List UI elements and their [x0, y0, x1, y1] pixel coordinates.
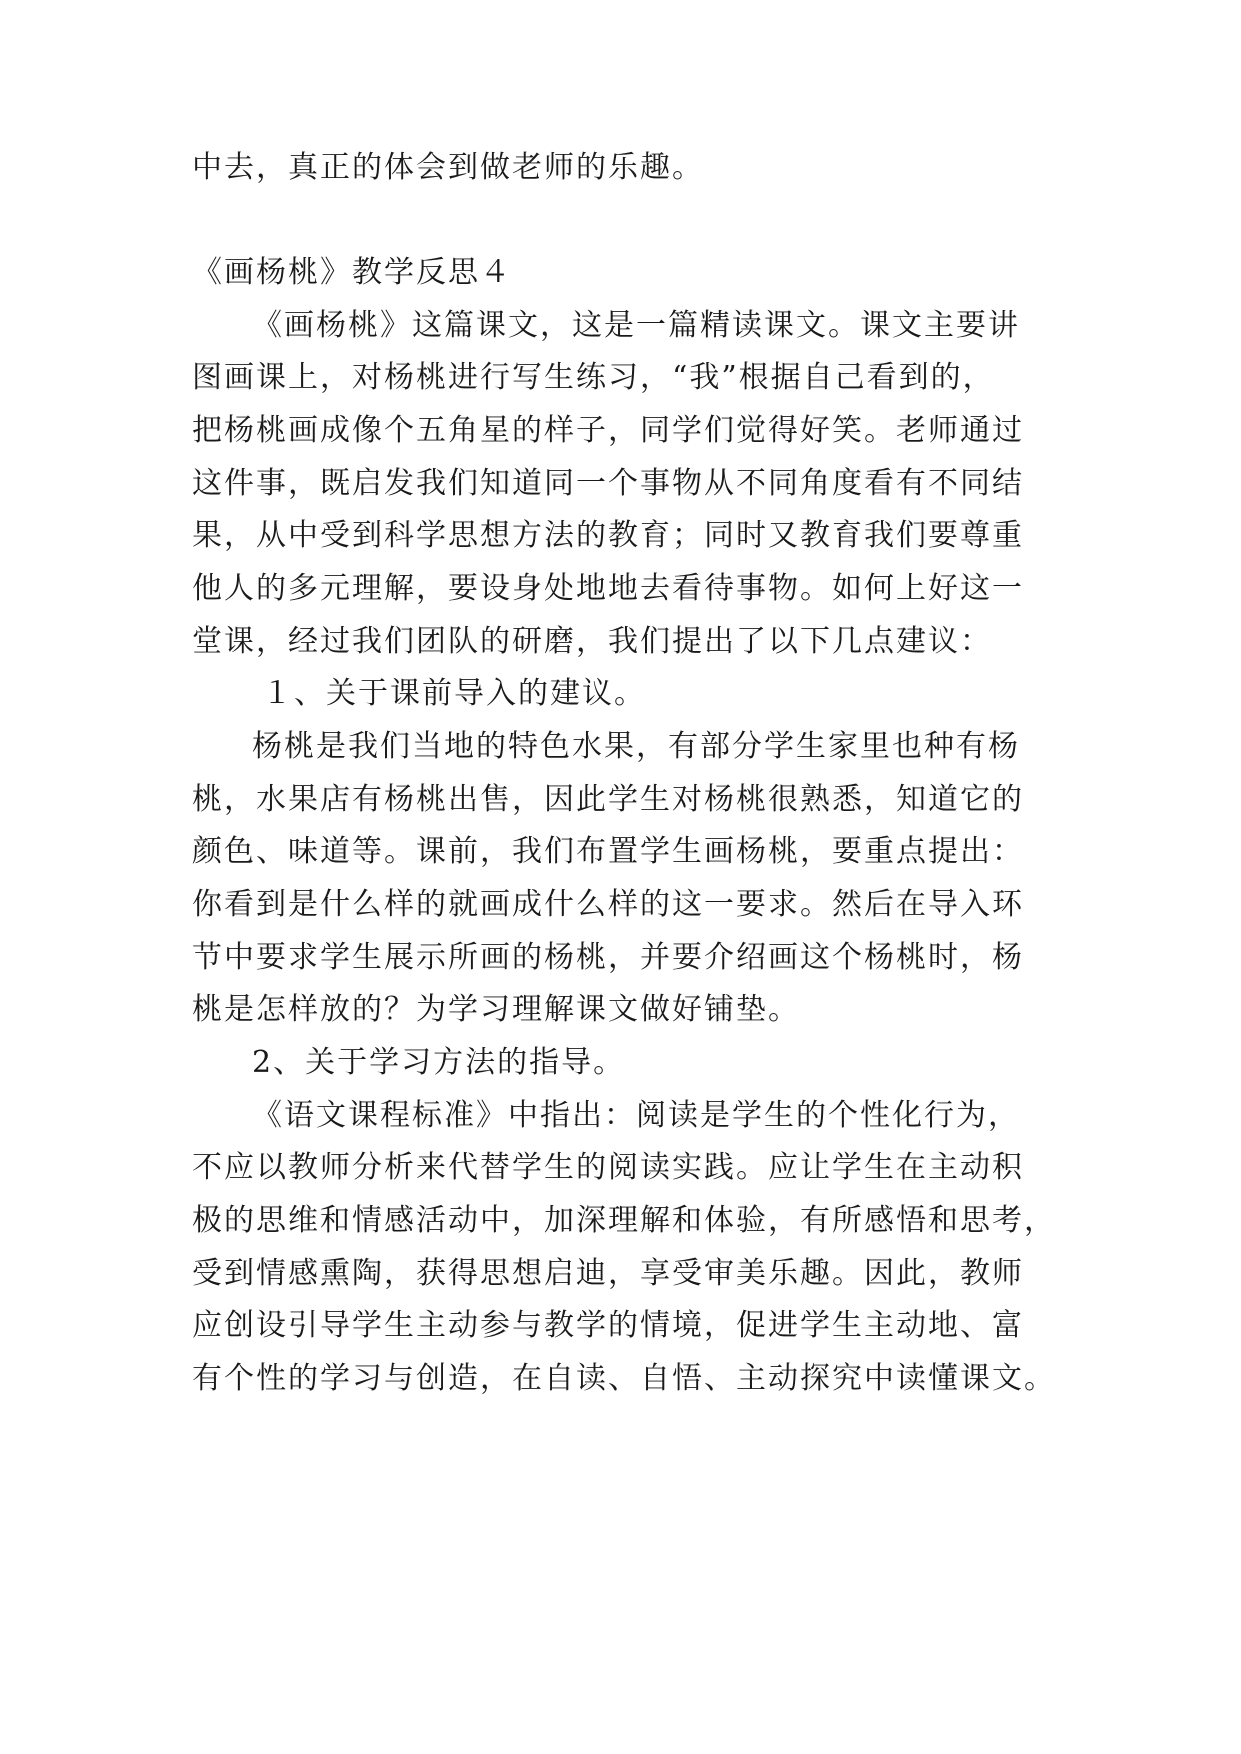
paragraph-line: 把杨桃画成像个五角星的样子，同学们觉得好笑。老师通过	[192, 413, 1024, 448]
paragraph-line: 果，从中受到科学思想方法的教育；同时又教育我们要尊重	[192, 518, 1024, 553]
paragraph-line: 他人的多元理解，要设身处地地去看待事物。如何上好这一	[192, 571, 1024, 606]
paragraph-line: 堂课，经过我们团队的研磨，我们提出了以下几点建议：	[192, 624, 992, 659]
paragraph-line: 中去，真正的体会到做老师的乐趣。	[192, 150, 704, 185]
paragraph-line: 桃是怎样放的？为学习理解课文做好铺垫。	[192, 992, 800, 1027]
paragraph-line: 不应以教师分析来代替学生的阅读实践。应让学生在主动积	[192, 1150, 1024, 1185]
paragraph-line: 节中要求学生展示所画的杨桃，并要介绍画这个杨桃时，杨	[192, 940, 1024, 975]
numbered-heading: １、关于课前导入的建议。	[262, 676, 646, 711]
paragraph-line: 图画课上，对杨桃进行写生练习，“我”根据自己看到的，	[192, 360, 995, 395]
paragraph-line: 颜色、味道等。课前，我们布置学生画杨桃，要重点提出：	[192, 834, 1024, 869]
paragraph-line: 这件事，既启发我们知道同一个事物从不同角度看有不同结	[192, 466, 1024, 501]
paragraph-line: 你看到是什么样的就画成什么样的这一要求。然后在导入环	[192, 887, 1024, 922]
paragraph-line: 受到情感熏陶，获得思想启迪，享受审美乐趣。因此，教师	[192, 1256, 1024, 1291]
paragraph-line: 杨桃是我们当地的特色水果，有部分学生家里也种有杨	[252, 729, 1020, 764]
numbered-heading: 2、关于学习方法的指导。	[252, 1045, 626, 1080]
paragraph-line: 有个性的学习与创造，在自读、自悟、主动探究中读懂课文。	[192, 1361, 1056, 1396]
paragraph-line: 桃，水果店有杨桃出售，因此学生对杨桃很熟悉，知道它的	[192, 782, 1024, 817]
paragraph-line: 《画杨桃》这篇课文，这是一篇精读课文。课文主要讲	[252, 308, 1020, 343]
paragraph-line: 《语文课程标准》中指出：阅读是学生的个性化行为，	[252, 1098, 1020, 1133]
paragraph-line: 应创设引导学生主动参与教学的情境，促进学生主动地、富	[192, 1308, 1024, 1343]
paragraph-line: 极的思维和情感活动中，加深理解和体验，有所感悟和思考，	[192, 1203, 1056, 1238]
section-heading: 《画杨桃》教学反思４	[192, 255, 512, 290]
